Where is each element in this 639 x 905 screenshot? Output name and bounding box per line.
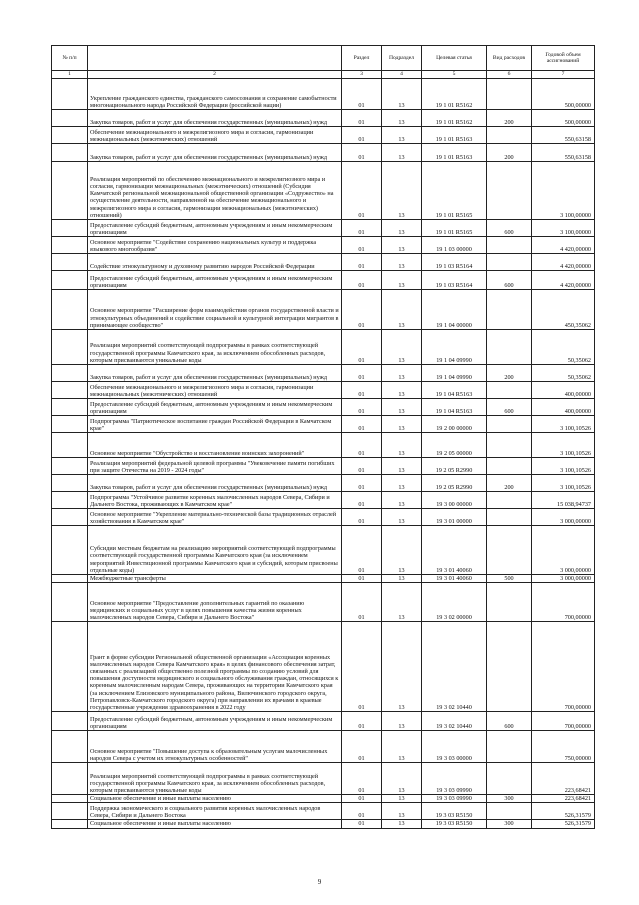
- header-col-section: Раздел: [342, 46, 382, 71]
- row-number-cell: [52, 575, 88, 583]
- row-section-cell: 01: [342, 271, 382, 290]
- table-row: [52, 399, 595, 416]
- row-expense-cell: [487, 237, 532, 254]
- row-name-cell: Закупка товаров, работ и услуг для обеспечения государственных (муниципальных) нужд: [88, 475, 342, 492]
- row-amount-cell: 450,35062: [532, 290, 595, 330]
- row-section-cell: 01: [342, 79, 382, 110]
- colnum: 4: [382, 71, 422, 79]
- row-section-cell: 01: [342, 475, 382, 492]
- row-name-cell: Основное мероприятие "Повышение доступа к образовательным услугам малочисленных народов Севера с учетом их этнокультурных особенностей": [88, 731, 342, 763]
- row-name-cell: Предоставление субсидий бюджетным, автономным учреждениям и иным некоммерческим организациям: [88, 399, 342, 416]
- row-number-cell: [52, 820, 88, 828]
- row-target-cell: 19 3 01 00000: [422, 509, 487, 526]
- column-numbers-row: [52, 71, 595, 79]
- row-expense-cell: [487, 583, 532, 622]
- row-name-cell: Подпрограмма "Патриотическое воспитание граждан Российской Федерации в Камчатском крае": [88, 416, 342, 433]
- row-subsection-cell: 13: [382, 220, 422, 237]
- row-subsection-cell: 13: [382, 433, 422, 458]
- row-expense-cell: 200: [487, 110, 532, 127]
- table-row: [52, 763, 595, 795]
- row-target-cell: 19 3 02 00000: [422, 583, 487, 622]
- row-subsection-cell: 13: [382, 458, 422, 475]
- row-target-cell: 19 3 03 R5150: [422, 820, 487, 828]
- row-expense-cell: 500: [487, 575, 532, 583]
- table-row: [52, 330, 595, 365]
- row-name-cell: Межбюджетные трансферты: [88, 575, 342, 583]
- row-target-cell: 19 1 03 R5164: [422, 254, 487, 271]
- row-amount-cell: 526,31579: [532, 820, 595, 828]
- row-subsection-cell: 13: [382, 254, 422, 271]
- row-expense-cell: [487, 416, 532, 433]
- row-name-cell: Содействие этнокультурному и духовному развитию народов Российской Федерации: [88, 254, 342, 271]
- table-row: [52, 365, 595, 382]
- row-name-cell: Укрепление гражданского единства, гражданского самосознания и сохранение самобытности многонационального народа Российской Федерации (российской нации): [88, 79, 342, 110]
- header-col-target: Целевая статья: [422, 46, 487, 71]
- row-name-cell: Реализация мероприятий федеральной целевой программы "Увековечение памяти погибших при защите Отечества на 2019 - 2024 годы": [88, 458, 342, 475]
- row-amount-cell: 3 100,10526: [532, 433, 595, 458]
- row-section-cell: 01: [342, 731, 382, 763]
- row-subsection-cell: 13: [382, 271, 422, 290]
- header-col-expense: Вид расходов: [487, 46, 532, 71]
- row-section-cell: 01: [342, 712, 382, 731]
- row-amount-cell: 3 000,00000: [532, 575, 595, 583]
- row-target-cell: 19 1 01 R5165: [422, 220, 487, 237]
- row-expense-cell: [487, 79, 532, 110]
- row-section-cell: 01: [342, 763, 382, 795]
- table-header: [52, 46, 595, 79]
- row-subsection-cell: 13: [382, 820, 422, 828]
- row-subsection-cell: 13: [382, 712, 422, 731]
- row-name-cell: Поддержка экономического и социального развития коренных малочисленных народов Севера, Сибири и Дальнего Востока: [88, 803, 342, 820]
- row-section-cell: 01: [342, 416, 382, 433]
- table-row: [52, 110, 595, 127]
- table-row: [52, 731, 595, 763]
- row-target-cell: 19 2 05 R2990: [422, 475, 487, 492]
- row-section-cell: 01: [342, 399, 382, 416]
- row-target-cell: 19 3 02 10440: [422, 712, 487, 731]
- row-name-cell: Социальное обеспечение и иные выплаты населению: [88, 795, 342, 803]
- allocation-table: [51, 45, 595, 829]
- table-row: [52, 583, 595, 622]
- row-amount-cell: 15 038,94737: [532, 492, 595, 509]
- row-number-cell: [52, 583, 88, 622]
- row-expense-cell: 200: [487, 365, 532, 382]
- row-target-cell: 19 1 04 09990: [422, 365, 487, 382]
- row-target-cell: 19 3 01 40060: [422, 575, 487, 583]
- row-name-cell: Обеспечение межнационального и межрелигиозного мира и согласия, гармонизации межнациональных (межэтнических) отношений: [88, 382, 342, 399]
- row-target-cell: 19 3 01 40060: [422, 526, 487, 575]
- row-target-cell: 19 3 03 09990: [422, 763, 487, 795]
- row-expense-cell: 600: [487, 712, 532, 731]
- row-target-cell: 19 3 02 10440: [422, 622, 487, 712]
- row-section-cell: 01: [342, 820, 382, 828]
- row-section-cell: 01: [342, 110, 382, 127]
- table-row: [52, 290, 595, 330]
- row-name-cell: Обеспечение межнационального и межрелигиозного мира и согласия, гармонизации межнациональных (межэтнических) отношений: [88, 127, 342, 144]
- table-row: [52, 382, 595, 399]
- row-expense-cell: 300: [487, 795, 532, 803]
- table-row: [52, 526, 595, 575]
- row-number-cell: [52, 254, 88, 271]
- row-expense-cell: [487, 526, 532, 575]
- row-expense-cell: 200: [487, 475, 532, 492]
- row-amount-cell: 3 100,10526: [532, 458, 595, 475]
- row-name-cell: Субсидии местным бюджетам на реализацию мероприятий соответствующей подпрограммы соответствующей государственной программы Камчатского края (за исключением мероприятий Инвестиционной программы Камчатского края и субсидий, которым присвоены отдельные коды): [88, 526, 342, 575]
- page-number: 9: [317, 878, 322, 886]
- row-subsection-cell: 13: [382, 795, 422, 803]
- row-target-cell: 19 1 01 R5165: [422, 162, 487, 220]
- row-name-cell: Социальное обеспечение и иные выплаты населению: [88, 820, 342, 828]
- row-amount-cell: 550,63158: [532, 127, 595, 144]
- row-amount-cell: 400,00000: [532, 399, 595, 416]
- row-amount-cell: 750,00000: [532, 731, 595, 763]
- row-section-cell: 01: [342, 526, 382, 575]
- row-name-cell: Закупка товаров, работ и услуг для обеспечения государственных (муниципальных) нужд: [88, 110, 342, 127]
- row-amount-cell: 3 000,00000: [532, 509, 595, 526]
- row-name-cell: Предоставление субсидий бюджетным, автономным учреждениям и иным некоммерческим организациям: [88, 712, 342, 731]
- row-section-cell: 01: [342, 433, 382, 458]
- row-expense-cell: [487, 458, 532, 475]
- row-amount-cell: 526,31579: [532, 803, 595, 820]
- row-target-cell: 19 3 03 09990: [422, 795, 487, 803]
- row-subsection-cell: 13: [382, 399, 422, 416]
- row-expense-cell: [487, 162, 532, 220]
- row-section-cell: 01: [342, 330, 382, 365]
- row-expense-cell: 600: [487, 220, 532, 237]
- table-row: [52, 622, 595, 712]
- row-amount-cell: 3 100,10526: [532, 416, 595, 433]
- row-subsection-cell: 13: [382, 575, 422, 583]
- row-section-cell: 01: [342, 127, 382, 144]
- row-section-cell: 01: [342, 803, 382, 820]
- colnum: 3: [342, 71, 382, 79]
- row-expense-cell: 200: [487, 144, 532, 162]
- row-subsection-cell: 13: [382, 79, 422, 110]
- row-name-cell: Закупка товаров, работ и услуг для обеспечения государственных (муниципальных) нужд: [88, 144, 342, 162]
- row-target-cell: 19 3 00 00000: [422, 492, 487, 509]
- row-subsection-cell: 13: [382, 526, 422, 575]
- row-subsection-cell: 13: [382, 475, 422, 492]
- row-number-cell: [52, 330, 88, 365]
- row-name-cell: Закупка товаров, работ и услуг для обеспечения государственных (муниципальных) нужд: [88, 365, 342, 382]
- table-row: [52, 79, 595, 110]
- row-subsection-cell: 13: [382, 290, 422, 330]
- table-row: [52, 237, 595, 254]
- row-target-cell: 19 1 01 R5162: [422, 110, 487, 127]
- row-number-cell: [52, 458, 88, 475]
- row-number-cell: [52, 416, 88, 433]
- row-section-cell: 01: [342, 583, 382, 622]
- colnum: 2: [88, 71, 342, 79]
- row-subsection-cell: 13: [382, 509, 422, 526]
- row-subsection-cell: 13: [382, 731, 422, 763]
- table-row: [52, 220, 595, 237]
- row-number-cell: [52, 127, 88, 144]
- table-row: [52, 803, 595, 820]
- row-expense-cell: 600: [487, 399, 532, 416]
- row-subsection-cell: 13: [382, 127, 422, 144]
- row-expense-cell: 600: [487, 271, 532, 290]
- header-col-amount: Годовой объем ассигнований: [532, 46, 595, 71]
- row-number-cell: [52, 110, 88, 127]
- row-name-cell: Реализация мероприятий соответствующей подпрограммы в рамках соответствующей государственной программы Камчатского края, за исключением обособленных расходов, которым присваиваются уникальные коды: [88, 330, 342, 365]
- header-col-subsection: Подраздел: [382, 46, 422, 71]
- row-name-cell: Реализация мероприятий соответствующей подпрограммы в рамках соответствующей государственной программы Камчатского края, за исключением обособленных расходов, которым присваиваются уникальные коды: [88, 763, 342, 795]
- budget-sheet: [51, 45, 594, 829]
- colnum: 6: [487, 71, 532, 79]
- row-target-cell: 19 1 01 R5162: [422, 79, 487, 110]
- row-target-cell: 19 1 01 R5163: [422, 144, 487, 162]
- row-number-cell: [52, 622, 88, 712]
- row-amount-cell: 4 420,00000: [532, 237, 595, 254]
- row-subsection-cell: 13: [382, 110, 422, 127]
- row-expense-cell: [487, 290, 532, 330]
- table-body: [52, 79, 595, 829]
- table-row: [52, 575, 595, 583]
- row-expense-cell: [487, 492, 532, 509]
- colnum: 5: [422, 71, 487, 79]
- row-section-cell: 01: [342, 622, 382, 712]
- row-amount-cell: 4 420,00000: [532, 271, 595, 290]
- row-section-cell: 01: [342, 144, 382, 162]
- row-number-cell: [52, 803, 88, 820]
- row-amount-cell: 700,00000: [532, 622, 595, 712]
- row-name-cell: Предоставление субсидий бюджетным, автономным учреждениям и иным некоммерческим организациям: [88, 220, 342, 237]
- table-row: [52, 475, 595, 492]
- row-target-cell: 19 1 03 R5164: [422, 271, 487, 290]
- row-name-cell: Основное мероприятие "Обустройство и восстановление воинских захоронений": [88, 433, 342, 458]
- row-amount-cell: 500,00000: [532, 110, 595, 127]
- table-row: [52, 509, 595, 526]
- row-number-cell: [52, 79, 88, 110]
- table-row: [52, 254, 595, 271]
- row-name-cell: Основное мероприятие "Расширение форм взаимодействия органов государственной власти и этнокультурных объединений и содействие социальной и культурной интеграции мигрантов в принимающее сообщество": [88, 290, 342, 330]
- row-name-cell: Подпрограмма "Устойчивое развитие коренных малочисленных народов Севера, Сибири и Дальнего Востока, проживающих в Камчатском крае": [88, 492, 342, 509]
- row-name-cell: Грант в форме субсидии Региональной общественной организации «Ассоциация коренных малочисленных народов Севера Камчатского края» в целях финансового обеспечения затрат, связанных с реализацией общественно полезной программы по созданию условий для повышения доступности медицинского и социального обслуживания граждан, относящихся к коренным малочисленным народам Севера, проживающих на территории Камчатского края (за исключением Елизовского муниципального района, Вилючинского городского округа, Петропавловск-Камчатского городского округа) при направлении их врачами в краевые государственные учреждения здравоохранения в 2022 году: [88, 622, 342, 712]
- row-section-cell: 01: [342, 492, 382, 509]
- row-expense-cell: [487, 330, 532, 365]
- table-row: [52, 795, 595, 803]
- row-number-cell: [52, 382, 88, 399]
- row-subsection-cell: 13: [382, 492, 422, 509]
- row-amount-cell: 700,00000: [532, 583, 595, 622]
- table-row: [52, 458, 595, 475]
- table-row: [52, 712, 595, 731]
- row-target-cell: 19 2 00 00000: [422, 416, 487, 433]
- row-number-cell: [52, 399, 88, 416]
- table-row: [52, 416, 595, 433]
- row-target-cell: 19 1 03 00000: [422, 237, 487, 254]
- row-subsection-cell: 13: [382, 622, 422, 712]
- row-subsection-cell: 13: [382, 803, 422, 820]
- row-subsection-cell: 13: [382, 330, 422, 365]
- row-number-cell: [52, 731, 88, 763]
- row-amount-cell: 700,00000: [532, 712, 595, 731]
- row-number-cell: [52, 290, 88, 330]
- row-section-cell: 01: [342, 254, 382, 271]
- row-amount-cell: 550,63158: [532, 144, 595, 162]
- row-number-cell: [52, 526, 88, 575]
- row-number-cell: [52, 237, 88, 254]
- row-target-cell: 19 1 04 R5163: [422, 382, 487, 399]
- row-target-cell: 19 1 01 R5163: [422, 127, 487, 144]
- row-number-cell: [52, 763, 88, 795]
- row-section-cell: 01: [342, 575, 382, 583]
- row-subsection-cell: 13: [382, 237, 422, 254]
- row-expense-cell: [487, 731, 532, 763]
- row-section-cell: 01: [342, 220, 382, 237]
- row-amount-cell: 3 100,00000: [532, 220, 595, 237]
- row-subsection-cell: 13: [382, 583, 422, 622]
- row-number-cell: [52, 492, 88, 509]
- row-target-cell: 19 1 04 R5163: [422, 399, 487, 416]
- row-name-cell: Основное мероприятие "Укрепление материально-технической базы традиционных отраслей хозяйствования в Камчатском крае": [88, 509, 342, 526]
- row-expense-cell: [487, 803, 532, 820]
- row-target-cell: 19 1 04 00000: [422, 290, 487, 330]
- row-amount-cell: 223,68421: [532, 795, 595, 803]
- row-amount-cell: 400,00000: [532, 382, 595, 399]
- row-amount-cell: 223,68421: [532, 763, 595, 795]
- row-name-cell: Предоставление субсидий бюджетным, автономным учреждениям и иным некоммерческим организациям: [88, 271, 342, 290]
- row-number-cell: [52, 509, 88, 526]
- row-section-cell: 01: [342, 365, 382, 382]
- row-target-cell: 19 3 03 R5150: [422, 803, 487, 820]
- row-subsection-cell: 13: [382, 144, 422, 162]
- row-amount-cell: 3 000,00000: [532, 526, 595, 575]
- row-section-cell: 01: [342, 382, 382, 399]
- row-number-cell: [52, 712, 88, 731]
- row-amount-cell: 4 420,00000: [532, 254, 595, 271]
- row-target-cell: 19 2 05 R2990: [422, 458, 487, 475]
- row-target-cell: 19 2 05 00000: [422, 433, 487, 458]
- row-target-cell: 19 1 04 09990: [422, 330, 487, 365]
- row-amount-cell: 50,35062: [532, 330, 595, 365]
- row-section-cell: 01: [342, 290, 382, 330]
- row-number-cell: [52, 162, 88, 220]
- row-subsection-cell: 13: [382, 162, 422, 220]
- row-name-cell: Основное мероприятие "Предоставление дополнительных гарантий по оказанию медицинских и социальных услуг в целях повышения качества жизни коренных малочисленных народов Севера, Сибири и Дальнего Востока": [88, 583, 342, 622]
- row-expense-cell: [487, 127, 532, 144]
- row-expense-cell: 300: [487, 820, 532, 828]
- row-name-cell: Основное мероприятие "Содействие сохранению национальных культур и поддержка языкового многообразия": [88, 237, 342, 254]
- row-amount-cell: 3 100,00000: [532, 162, 595, 220]
- row-subsection-cell: 13: [382, 365, 422, 382]
- row-section-cell: 01: [342, 509, 382, 526]
- row-expense-cell: [487, 622, 532, 712]
- colnum: 7: [532, 71, 595, 79]
- row-section-cell: 01: [342, 458, 382, 475]
- row-section-cell: 01: [342, 237, 382, 254]
- table-row: [52, 271, 595, 290]
- row-number-cell: [52, 365, 88, 382]
- row-number-cell: [52, 475, 88, 492]
- row-expense-cell: [487, 763, 532, 795]
- row-expense-cell: [487, 254, 532, 271]
- row-target-cell: 19 3 03 00000: [422, 731, 487, 763]
- table-row: [52, 144, 595, 162]
- row-number-cell: [52, 271, 88, 290]
- row-number-cell: [52, 433, 88, 458]
- row-amount-cell: 500,00000: [532, 79, 595, 110]
- header-col-no: № п/п: [52, 46, 88, 71]
- row-section-cell: 01: [342, 795, 382, 803]
- colnum: 1: [52, 71, 88, 79]
- row-amount-cell: 3 100,10526: [532, 475, 595, 492]
- row-number-cell: [52, 220, 88, 237]
- row-expense-cell: [487, 382, 532, 399]
- row-expense-cell: [487, 433, 532, 458]
- row-expense-cell: [487, 509, 532, 526]
- row-subsection-cell: 13: [382, 763, 422, 795]
- row-subsection-cell: 13: [382, 416, 422, 433]
- header-col-name: [88, 46, 342, 71]
- table-row: [52, 492, 595, 509]
- row-number-cell: [52, 795, 88, 803]
- table-row: [52, 162, 595, 220]
- row-section-cell: 01: [342, 162, 382, 220]
- table-row: [52, 820, 595, 828]
- row-number-cell: [52, 144, 88, 162]
- table-row: [52, 127, 595, 144]
- row-amount-cell: 50,35062: [532, 365, 595, 382]
- row-name-cell: Реализация мероприятий по обеспечению межнационального и межрелигиозного мира и согласия, гармонизации межнациональных (межэтнических) отношений (Субсидия Камчатской региональной межнациональной общественной организации «Содружество» на осуществление деятельности, направленной на обеспечение межнационального и межрелигиозного мира и согласия, гармонизации межнациональных (межэтнических) отношений): [88, 162, 342, 220]
- table-row: [52, 433, 595, 458]
- row-subsection-cell: 13: [382, 382, 422, 399]
